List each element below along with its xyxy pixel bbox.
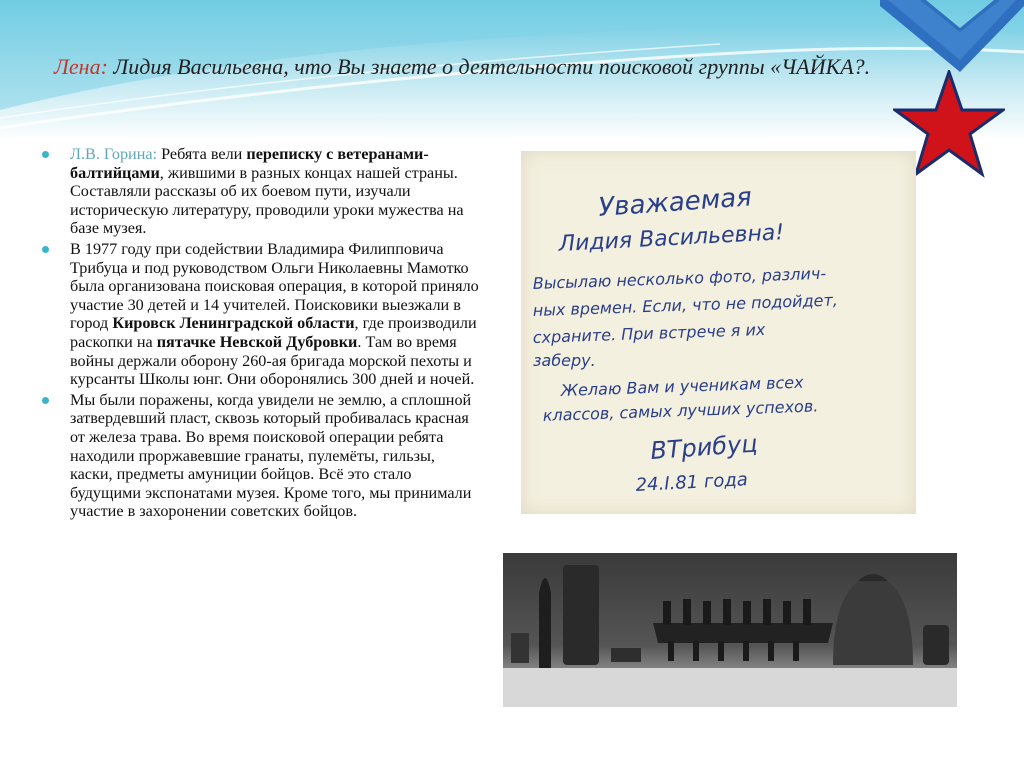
letter-line: заберу. [533, 351, 596, 370]
letter-line: Лидия Васильевна! [558, 220, 785, 257]
letter-signature: ВТрибуц [649, 429, 759, 465]
slide-title [54, 52, 934, 82]
bullet-bold-text: Кировск Ленинградской области [112, 314, 355, 333]
bullet-text: Мы были поражены, когда увидели не землю, а сплошной затвердевший пласт, сквозь который пробивалась красная от железа трава. Во время поисковой операции ребята находили проржавевшие гранаты, пулемёты, гильзы, каски, предметы амуниции бойцов. Всё это стало будущими экспонатами музея. Кроме того, мы принимали участие в захоронении советских бойцов. [70, 390, 472, 521]
bullet-text: . Там во время войны держали оборону 260-ая бригада морской пехоты и курсанты Школы юнг. Они оборонялись 300 дней и ночей. [70, 332, 475, 389]
bullet-item [40, 145, 480, 238]
bullet-bold-text: переписку с ветеранами-балтийцами [70, 145, 429, 182]
letter-line: схраните. При встрече я их [532, 319, 766, 347]
letter-line: Высылаю несколько фото, различ- [532, 263, 827, 293]
bullet-text: Ребята вели [157, 145, 247, 163]
letter-line: Уважаемая [597, 182, 753, 223]
title-question: Лидия Васильевна, что Вы знаете о деятельности поисковой группы «ЧАЙКА?. [107, 54, 871, 79]
museum-exhibit-photo [503, 553, 957, 707]
letter-line: Желаю Вам и ученикам всех [560, 372, 804, 400]
bullet-text: В 1977 году при содействии Владимира Филипповича Трибуца и под руководством Ольги Николаевны Мамотко была организована поисковая операция, в которой приняло участие 30 детей и 14 учителей. Поисковики выезжали в город [70, 239, 479, 333]
letter-date: 24.I.81 года [635, 469, 749, 496]
title-speaker: Лена: [54, 54, 108, 79]
handwritten-letter-image [521, 151, 916, 514]
bullet-text: , жившими в разных концах нашей страны. Составляли рассказы об их боевом пути, изучали историческую литературу, проводили уроки мужества на базе музея. [70, 163, 464, 238]
bullet-dot-icon [42, 246, 49, 253]
bullet-bold-text: пятачке Невской Дубровки [156, 332, 358, 351]
bullet-speaker: Л.В. Горина: [70, 145, 158, 163]
letter-line: ных времен. Если, что не подойдет, [532, 290, 839, 320]
bullet-text: , где производили раскопки на [70, 314, 477, 351]
bullet-dot-icon [42, 151, 49, 158]
bullet-item [40, 391, 480, 521]
bullet-list [40, 145, 480, 523]
bullet-dot-icon [42, 397, 49, 404]
letter-line: классов, самых лучших успехов. [542, 396, 819, 425]
bullet-item [40, 240, 480, 389]
